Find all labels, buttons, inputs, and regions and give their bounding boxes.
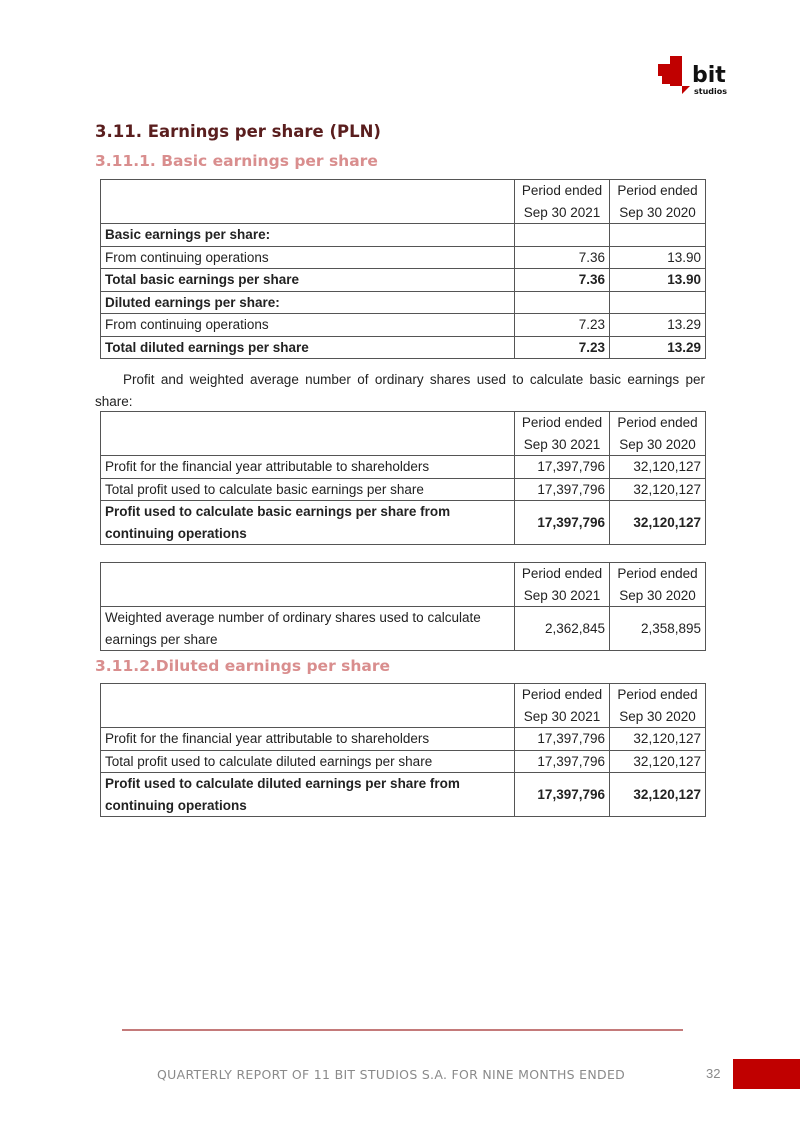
- row-label: Basic earnings per share:: [101, 224, 515, 247]
- table-row: [101, 750, 706, 773]
- footer-divider: [122, 1029, 683, 1031]
- table-row: [101, 291, 706, 314]
- value-2020: 13.90: [610, 269, 706, 292]
- value-2021: 7.36: [515, 269, 610, 292]
- row-label: Total profit used to calculate basic earnings per share: [101, 478, 515, 501]
- row-label: Total profit used to calculate diluted earnings per share: [101, 750, 515, 773]
- row-label: Profit used to calculate diluted earnings per share from continuing operations: [101, 773, 515, 817]
- section-title: 3.11. Earnings per share (PLN): [95, 122, 381, 141]
- column-header-2021: Period ended Sep 30 2021: [515, 180, 610, 224]
- profit-basic-table: [100, 411, 706, 545]
- table-row: [101, 456, 706, 479]
- table-row: [101, 728, 706, 751]
- value-2021: 17,397,796: [515, 478, 610, 501]
- value-2020: 32,120,127: [610, 728, 706, 751]
- row-label: Weighted average number of ordinary shares used to calculate earnings per share: [101, 607, 515, 651]
- eps-table: [100, 179, 706, 359]
- table-header-row: [101, 180, 706, 224]
- table-header-row: [101, 412, 706, 456]
- row-label: Total basic earnings per share: [101, 269, 515, 292]
- column-header-2020: Period ended Sep 30 2020: [610, 684, 706, 728]
- table-row: [101, 246, 706, 269]
- table-row: [101, 224, 706, 247]
- page-number: 32: [706, 1066, 721, 1081]
- table-row: [101, 478, 706, 501]
- header-empty-cell: [101, 684, 515, 728]
- row-label: From continuing operations: [101, 246, 515, 269]
- table-row: [101, 336, 706, 359]
- value-2020: 32,120,127: [610, 501, 706, 545]
- subsection-basic-title: 3.11.1. Basic earnings per share: [95, 152, 378, 170]
- logo-mark-icon: [654, 54, 738, 100]
- table-row: [101, 269, 706, 292]
- header-empty-cell: [101, 563, 515, 607]
- table-row: [101, 501, 706, 545]
- table-row: [101, 773, 706, 817]
- value-2020: [610, 291, 706, 314]
- value-2020: 32,120,127: [610, 750, 706, 773]
- value-2020: 13.90: [610, 246, 706, 269]
- column-header-2020: Period ended Sep 30 2020: [610, 563, 706, 607]
- value-2021: 7.23: [515, 336, 610, 359]
- value-2021: 7.23: [515, 314, 610, 337]
- shares-table: [100, 562, 706, 651]
- row-label: From continuing operations: [101, 314, 515, 337]
- table-header-row: [101, 684, 706, 728]
- value-2020: 13.29: [610, 314, 706, 337]
- value-2020: 32,120,127: [610, 456, 706, 479]
- value-2020: 13.29: [610, 336, 706, 359]
- column-header-2021: Period ended Sep 30 2021: [515, 684, 610, 728]
- value-2020: 32,120,127: [610, 478, 706, 501]
- value-2021: 17,397,796: [515, 456, 610, 479]
- table-row: [101, 314, 706, 337]
- profit-diluted-table: [100, 683, 706, 817]
- table-row: [101, 607, 706, 651]
- header-empty-cell: [101, 412, 515, 456]
- value-2021: 17,397,796: [515, 501, 610, 545]
- company-logo: [654, 54, 738, 100]
- value-2021: [515, 224, 610, 247]
- row-label: Profit for the financial year attributable to shareholders: [101, 456, 515, 479]
- logo-text: bit: [692, 63, 726, 88]
- footer-text: QUARTERLY REPORT OF 11 BIT STUDIOS S.A. FOR NINE MONTHS ENDED: [157, 1067, 626, 1082]
- column-header-2020: Period ended Sep 30 2020: [610, 180, 706, 224]
- row-label: Diluted earnings per share:: [101, 291, 515, 314]
- value-2021: [515, 291, 610, 314]
- row-label: Profit for the financial year attributable to shareholders: [101, 728, 515, 751]
- header-empty-cell: [101, 180, 515, 224]
- value-2021: 17,397,796: [515, 750, 610, 773]
- column-header-2021: Period ended Sep 30 2021: [515, 563, 610, 607]
- column-header-2020: Period ended Sep 30 2020: [610, 412, 706, 456]
- value-2021: 2,362,845: [515, 607, 610, 651]
- row-label: Total diluted earnings per share: [101, 336, 515, 359]
- value-2020: [610, 224, 706, 247]
- footer-accent-block: [733, 1059, 800, 1089]
- value-2020: 2,358,895: [610, 607, 706, 651]
- value-2021: 17,397,796: [515, 728, 610, 751]
- intro-paragraph: Profit and weighted average number of ordinary shares used to calculate basic earnings per share:: [95, 372, 705, 409]
- column-header-2021: Period ended Sep 30 2021: [515, 412, 610, 456]
- value-2020: 32,120,127: [610, 773, 706, 817]
- logo-subtext: studios: [694, 87, 728, 96]
- row-label: Profit used to calculate basic earnings per share from continuing operations: [101, 501, 515, 545]
- value-2021: 7.36: [515, 246, 610, 269]
- table-header-row: [101, 563, 706, 607]
- value-2021: 17,397,796: [515, 773, 610, 817]
- subsection-diluted-title: 3.11.2.Diluted earnings per share: [95, 657, 390, 675]
